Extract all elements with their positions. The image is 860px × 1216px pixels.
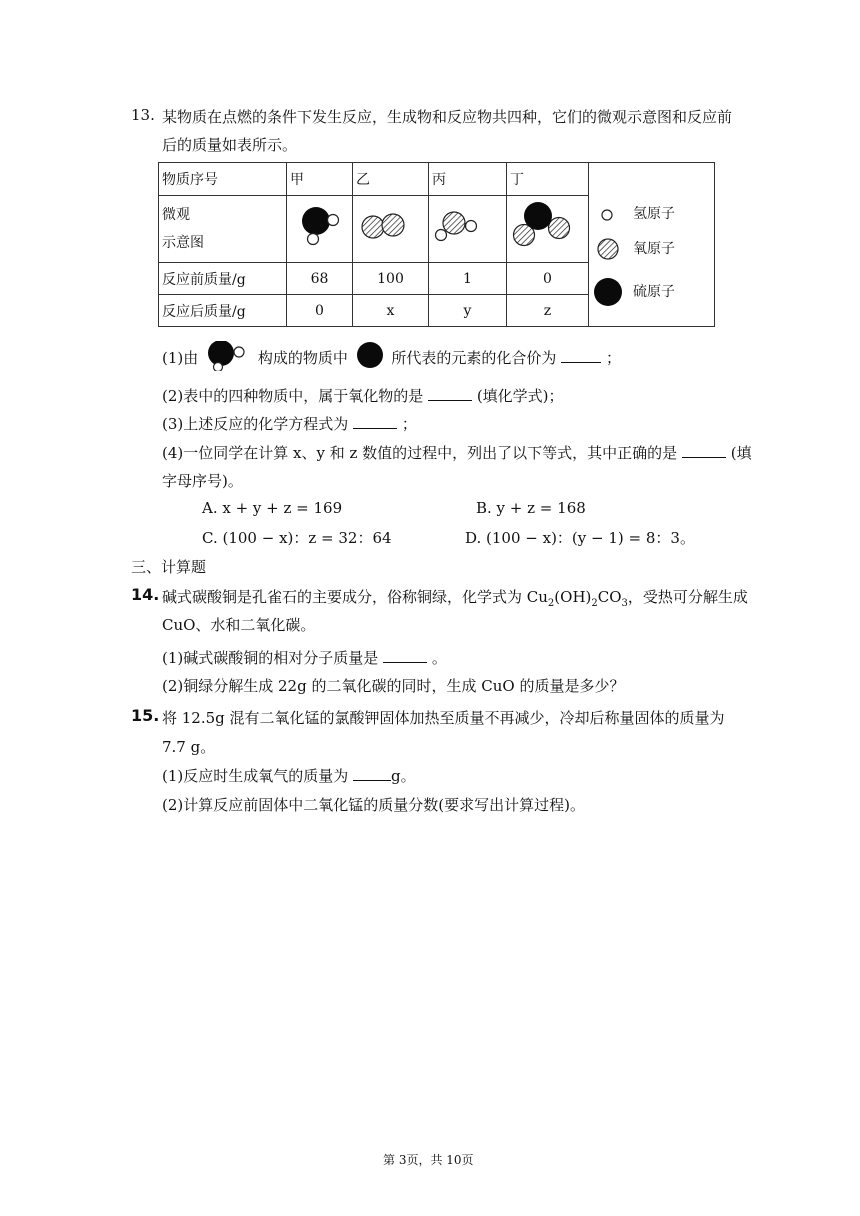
molecule-so2-icon [507, 196, 585, 262]
q15-number: 15. [131, 706, 160, 725]
q14-line1-text: ，受热可分解生成 [627, 588, 748, 606]
q13-sub1-text-a: (1)由 [162, 349, 199, 367]
q15-sub1-end: g。 [391, 767, 416, 785]
q13-sub1-text-b: 构成的物质中 [257, 349, 348, 367]
q13-sub1-end: ； [605, 349, 621, 367]
legend-label-sulfur: 硫原子 [633, 284, 675, 300]
q13-stem-line2: 后的质量如表所示。 [162, 136, 298, 154]
q14-line1-text: CO [597, 588, 622, 606]
legend-label-hydrogen: 氢原子 [633, 206, 675, 222]
header-cell: 丙 [429, 163, 507, 196]
q13-number: 13. [131, 106, 155, 124]
mass-after-cell: x [353, 295, 429, 327]
molecule-bing-cell [429, 196, 507, 263]
molecule-yi-cell [353, 196, 429, 263]
q15-sub1-text: (1)反应时生成氧气的质量为 [162, 767, 349, 785]
answer-blank[interactable] [353, 768, 391, 781]
q13-stem-line1: 某物质在点燃的条件下发生反应，生成物和反应物共四种，它们的微观示意图和反应前 [162, 108, 733, 126]
mass-after-cell: y [429, 295, 507, 327]
q15-sub2: (2)计算反应前固体中二氧化锰的质量分数(要求写出计算过程)。 [162, 796, 585, 814]
q13-sub2-text: (2)表中的四种物质中，属于氧化物的是 [162, 387, 424, 405]
answer-blank[interactable] [682, 445, 726, 458]
q13-sub3-text: (3)上述反应的化学方程式为 [162, 415, 349, 433]
mass-after-cell: 0 [287, 295, 353, 327]
q13-sub2 [162, 385, 564, 406]
q15-line2: 7.7 g。 [162, 738, 216, 756]
q15-sub1 [162, 765, 416, 786]
q14-line1-text: (OH) [554, 588, 592, 606]
option-a: A. x + y + z = 169 [202, 499, 343, 517]
micro-label-line1: 微观 [162, 207, 190, 223]
q13-sub2-end: (填化学式)； [476, 387, 564, 405]
atom-legend [589, 163, 715, 327]
molecule-o2-icon [353, 196, 425, 262]
answer-blank[interactable] [561, 350, 601, 363]
mass-before-cell: 68 [287, 263, 353, 295]
molecule-jia-cell [287, 196, 353, 263]
header-cell: 丁 [507, 163, 589, 196]
header-cell: 乙 [353, 163, 429, 196]
q14-sub1-text: (1)碱式碳酸铜的相对分子质量是 [162, 649, 379, 667]
q14-line1 [162, 586, 748, 609]
sulfur-atom-icon [594, 278, 622, 306]
q14-sub2: (2)铜绿分解生成 22g 的二氧化碳的同时，生成 CuO 的质量是多少？ [162, 677, 625, 695]
q15-line1: 将 12.5g 混有二氧化锰的氯酸钾固体加热至质量不再减少，冷却后称量固体的质量为 [162, 709, 725, 727]
q14-sub1 [162, 647, 447, 668]
subscript: 2 [547, 598, 555, 609]
inline-sulfur-atom-icon [355, 341, 385, 371]
option-d: D. (100 − x)：(y − 1) = 8：3。 [465, 529, 695, 547]
q13-sub4-text-b: (填 [730, 444, 752, 462]
q14-line2: CuO、水和二氧化碳。 [162, 616, 316, 634]
micro-label-cell [159, 196, 287, 263]
option-c: C. (100 − x)：z = 32：64 [202, 529, 392, 547]
molecule-ding-cell [507, 196, 589, 263]
q13-sub3 [162, 413, 417, 434]
row-label: 反应后质量/g [159, 295, 287, 327]
subscript: 2 [591, 598, 598, 609]
mass-before-cell: 100 [353, 263, 429, 295]
q13-data-table [158, 162, 715, 327]
q13-sub4-line2: 字母序号)。 [162, 472, 243, 490]
row-label: 反应前质量/g [159, 263, 287, 295]
answer-blank[interactable] [428, 388, 472, 401]
page-footer: 第 3页，共 10页 [383, 1153, 474, 1167]
q13-sub1-text-c: 所代表的元素的化合价为 [391, 349, 557, 367]
legend-label-oxygen: 氧原子 [633, 241, 675, 257]
q14-line1-text: 碱式碳酸铜是孔雀石的主要成分，俗称铜绿，化学式为 Cu [162, 588, 548, 606]
header-cell: 物质序号 [159, 163, 287, 196]
oxygen-atom-icon [598, 239, 618, 259]
mass-after-cell: z [507, 295, 589, 327]
answer-blank[interactable] [353, 416, 397, 429]
header-cell: 甲 [287, 163, 353, 196]
molecule-h2o-icon [429, 196, 503, 262]
molecule-h2s-icon [287, 196, 349, 262]
section-heading: 三、计算题 [131, 558, 207, 576]
inline-h2s-molecule-icon [205, 341, 251, 371]
table-header-row [159, 163, 715, 196]
hydrogen-atom-icon [602, 210, 612, 220]
option-b: B. y + z = 168 [476, 499, 586, 517]
q13-sub4-text: (4)一位同学在计算 x、y 和 z 数值的过程中，列出了以下等式，其中正确的是 [162, 444, 678, 462]
q13-sub1 [162, 341, 621, 371]
subscript: 3 [621, 598, 628, 609]
micro-label-line2: 示意图 [162, 235, 204, 251]
answer-blank[interactable] [383, 650, 427, 663]
q14-sub1-end: 。 [431, 649, 447, 667]
mass-before-cell: 0 [507, 263, 589, 295]
mass-before-cell: 1 [429, 263, 507, 295]
q14-number: 14. [131, 585, 160, 604]
q13-sub3-end: ； [401, 415, 417, 433]
q13-sub4-line1 [162, 442, 752, 463]
